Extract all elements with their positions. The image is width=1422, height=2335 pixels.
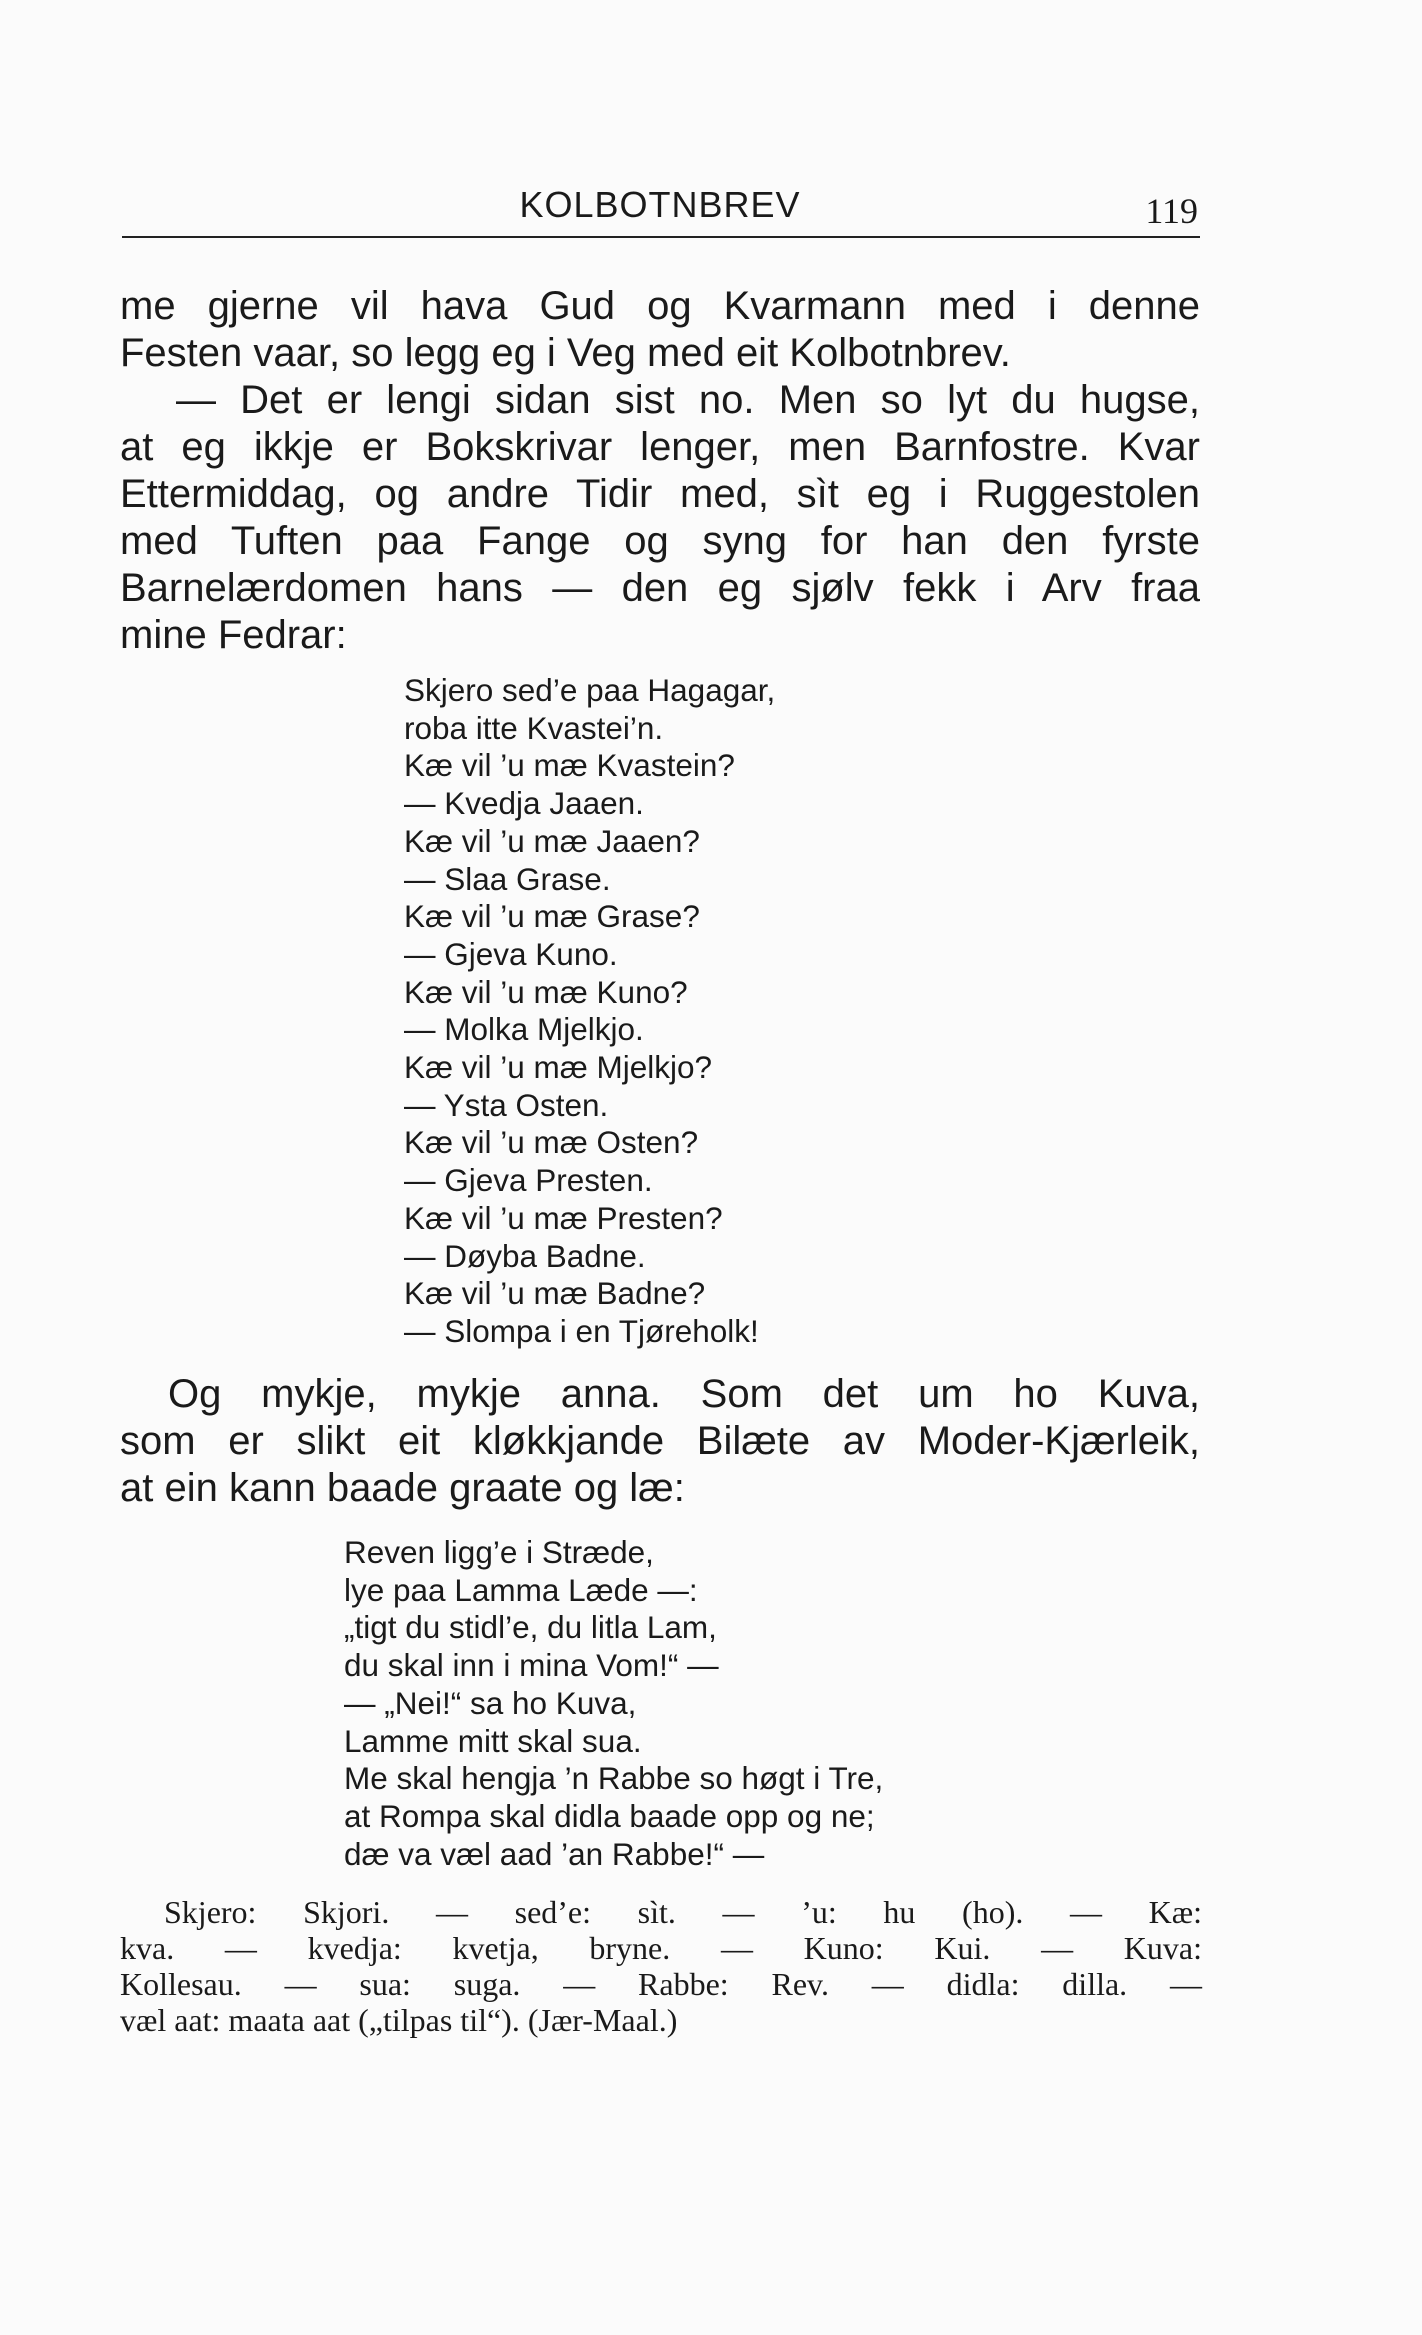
footnote-line: Skjero: Skjori. — sed’e: sìt. — ’u: hu (ho). — Kæ:: [164, 1894, 1202, 1930]
running-header: [122, 180, 1198, 230]
verse-line: Kæ vil ’u mæ Kvastein?: [404, 747, 735, 784]
text-line: Ettermiddag, og andre Tidir med, sìt eg i Ruggestolen: [120, 472, 1200, 516]
verse-line: roba itte Kvastei’n.: [404, 709, 664, 746]
verse-line: Kæ vil ’u mæ Grase?: [404, 898, 700, 935]
footnotes: [120, 1894, 1202, 2038]
text-line: me gjerne vil hava Gud og Kvarmann med i denne: [120, 284, 1200, 328]
text-line: som er slikt eit kløkkjande Bilæte av Moder-Kjærleik,: [120, 1419, 1200, 1463]
verse-line: Skjero sed’e paa Hagagar,: [404, 672, 776, 708]
verse-line: — Molka Mjelkjo.: [404, 1011, 644, 1048]
verse-line: Lamme mitt skal sua.: [344, 1722, 642, 1759]
verse-line: — Gjeva Kuno.: [404, 935, 618, 972]
text-line: Barnelærdomen hans — den eg sjølv fekk i Arv fraa: [120, 566, 1200, 610]
text-line: — Det er lengi sidan sist no. Men so lyt du hugse,: [176, 378, 1200, 422]
verse-line: „tigt du stidl’e, du litla Lam,: [344, 1609, 717, 1646]
verse-line: lye paa Lamma Læde —:: [344, 1571, 698, 1608]
verse-line: at Rompa skal didla baade opp og ne;: [344, 1797, 875, 1834]
verse-line: — Ysta Osten.: [404, 1086, 609, 1123]
footnote-line: Kollesau. — sua: suga. — Rabbe: Rev. — didla: dilla. —: [120, 1966, 1202, 2002]
paragraph-1: [120, 283, 1200, 659]
verse-line: — Slompa i en Tjøreholk!: [404, 1312, 759, 1349]
footnote-line: væl aat: maata aat („tilpas til“). (Jær-Maal.): [120, 2002, 678, 2038]
verse-line: — „Nei!“ sa ho Kuva,: [344, 1684, 637, 1721]
verse-line: Kæ vil ’u mæ Presten?: [404, 1199, 723, 1236]
text-line: at ein kann baade graate og læ:: [120, 1466, 685, 1510]
verse-1: [404, 672, 775, 1351]
verse-line: Kæ vil ’u mæ Kuno?: [404, 973, 688, 1010]
verse-line: — Gjeva Presten.: [404, 1162, 653, 1199]
verse-line: — Slaa Grase.: [404, 860, 611, 897]
verse-line: Kæ vil ’u mæ Jaaen?: [404, 822, 700, 859]
text-line: mine Fedrar:: [120, 613, 347, 657]
page-number: 119: [1145, 191, 1198, 231]
verse-line: Kæ vil ’u mæ Badne?: [404, 1275, 706, 1312]
verse-line: Kæ vil ’u mæ Mjelkjo?: [404, 1049, 713, 1086]
text-line: med Tuften paa Fange og syng for han den fyrste: [120, 519, 1200, 563]
running-title: KOLBOTNBREV: [519, 184, 801, 225]
verse-2: [344, 1534, 883, 1873]
text-line: Festen vaar, so legg eg i Veg med eit Kolbotnbrev.: [120, 331, 1011, 375]
verse-line: du skal inn i mina Vom!“ —: [344, 1647, 719, 1684]
verse-line: — Kvedja Jaaen.: [404, 785, 644, 822]
verse-line: Kæ vil ’u mæ Osten?: [404, 1124, 699, 1161]
verse-line: dæ va væl aad ’an Rabbe!“ —: [344, 1835, 765, 1872]
header-rule: [122, 236, 1200, 238]
text-line: Og mykje, mykje anna. Som det um ho Kuva,: [168, 1372, 1200, 1416]
paragraph-2: [120, 1371, 1200, 1512]
text-line: at eg ikkje er Bokskrivar lenger, men Barnfostre. Kvar: [120, 425, 1200, 469]
verse-line: — Døyba Badne.: [404, 1237, 646, 1274]
footnote-line: kva. — kvedja: kvetja, bryne. — Kuno: Kui. — Kuva:: [120, 1930, 1202, 1966]
verse-line: Reven ligg’e i Stræde,: [344, 1534, 654, 1570]
verse-line: Me skal hengja ’n Rabbe so høgt i Tre,: [344, 1760, 884, 1797]
